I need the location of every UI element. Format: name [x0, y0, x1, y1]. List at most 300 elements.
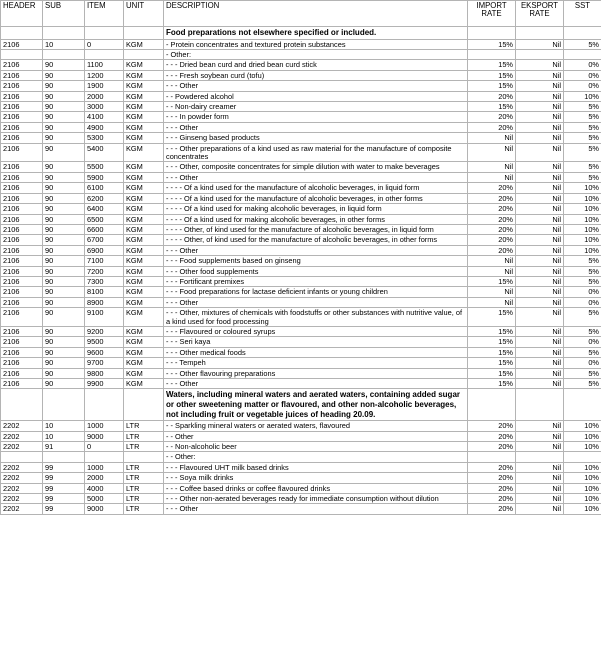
cell-sub: 90 [43, 224, 85, 234]
cell-unit: LTR [124, 442, 164, 452]
cell-sub: 10 [43, 431, 85, 441]
cell-header: 2106 [1, 358, 43, 368]
cell-unit: KGM [124, 39, 164, 49]
cell-item: 6600 [85, 224, 124, 234]
cell-sst: 5% [564, 112, 601, 122]
table-row [1, 326, 601, 336]
cell-import-rate: 20% [468, 112, 516, 122]
cell-description: - - - - Of a kind used for the manufacture of alcoholic beverages, in other forms [164, 193, 468, 203]
cell-unit: LTR [124, 504, 164, 514]
cell-header: 2106 [1, 308, 43, 327]
cell-description: - - - Other [164, 81, 468, 91]
cell-sub: 90 [43, 235, 85, 245]
cell-item: 6100 [85, 183, 124, 193]
cell-unit [124, 452, 164, 462]
cell-header: 2106 [1, 193, 43, 203]
cell-unit: KGM [124, 112, 164, 122]
cell-unit: KGM [124, 358, 164, 368]
cell-description: - - - Other [164, 297, 468, 307]
cell-export-rate: Nil [516, 256, 564, 266]
table-row [1, 70, 601, 80]
cell-sst [564, 50, 601, 60]
cell-unit: KGM [124, 102, 164, 112]
table-row [1, 50, 601, 60]
cell-export-rate: Nil [516, 214, 564, 224]
cell-item: 0 [85, 39, 124, 49]
cell-sst: 10% [564, 235, 601, 245]
cell-unit: KGM [124, 172, 164, 182]
cell-item: 9800 [85, 368, 124, 378]
cell-import-rate: Nil [468, 297, 516, 307]
cell-item: 5300 [85, 133, 124, 143]
cell-description: - - - Seri kaya [164, 337, 468, 347]
cell-import-rate: 15% [468, 379, 516, 389]
column-header-header: HEADER [1, 1, 43, 27]
cell-sub: 90 [43, 172, 85, 182]
table-row [1, 60, 601, 70]
cell-sub: 99 [43, 504, 85, 514]
cell-sst: 5% [564, 379, 601, 389]
table-row [1, 122, 601, 132]
cell-description: - - Other [164, 431, 468, 441]
cell-sub: 90 [43, 122, 85, 132]
cell-sub: 90 [43, 81, 85, 91]
cell-item: 6200 [85, 193, 124, 203]
cell-header: 2106 [1, 70, 43, 80]
cell-sub: 90 [43, 256, 85, 266]
cell-export-rate: Nil [516, 122, 564, 132]
cell-item: 2000 [85, 91, 124, 101]
cell-export-rate: Nil [516, 358, 564, 368]
cell-sub: 99 [43, 473, 85, 483]
cell-export-rate: Nil [516, 297, 564, 307]
table-row [1, 462, 601, 472]
column-header-sub: SUB [43, 1, 85, 27]
cell-item [85, 50, 124, 60]
cell-description: - Other: [164, 50, 468, 60]
cell-export-rate: Nil [516, 266, 564, 276]
cell-sub: 90 [43, 358, 85, 368]
cell-header: 2106 [1, 297, 43, 307]
cell-import-rate: 20% [468, 494, 516, 504]
cell-header: 2106 [1, 91, 43, 101]
cell-item: 9900 [85, 379, 124, 389]
cell-item: 7100 [85, 256, 124, 266]
cell-sst: 10% [564, 224, 601, 234]
table-row [1, 287, 601, 297]
cell-sst: 10% [564, 193, 601, 203]
cell-sst: 5% [564, 39, 601, 49]
cell-unit: KGM [124, 70, 164, 80]
cell-sst: 0% [564, 81, 601, 91]
table-row [1, 368, 601, 378]
cell-export-rate: Nil [516, 39, 564, 49]
cell-sub: 90 [43, 91, 85, 101]
cell-description: - - Non-dairy creamer [164, 102, 468, 112]
cell-export-rate [516, 50, 564, 60]
cell-header: 2106 [1, 326, 43, 336]
cell-header: 2106 [1, 266, 43, 276]
cell-export-rate: Nil [516, 193, 564, 203]
cell-description: - - - - Of a kind used for making alcoholic beverages, in other forms [164, 214, 468, 224]
cell-item: 0 [85, 442, 124, 452]
cell-unit: KGM [124, 183, 164, 193]
table-row [1, 452, 601, 462]
cell-header: 2106 [1, 245, 43, 255]
cell-item: 4900 [85, 122, 124, 132]
cell-export-rate: Nil [516, 204, 564, 214]
cell-item: 6500 [85, 214, 124, 224]
table-row [1, 483, 601, 493]
cell-export-rate: Nil [516, 337, 564, 347]
cell-description: - - - Other non-aerated beverages ready for immediate consumption without dilution [164, 494, 468, 504]
cell-import-rate: 20% [468, 245, 516, 255]
cell-item: 1900 [85, 81, 124, 91]
cell-unit: LTR [124, 473, 164, 483]
cell-description: - - - Other [164, 504, 468, 514]
cell-header: 2106 [1, 183, 43, 193]
cell-description: - - - Other, mixtures of chemicals with foodstuffs or other substances with nutritive value, of a kind used for food processing [164, 308, 468, 327]
cell-import-rate: 15% [468, 70, 516, 80]
cell-export-rate: Nil [516, 91, 564, 101]
cell-sub: 99 [43, 494, 85, 504]
column-header-import-rate: IMPORT RATE [468, 1, 516, 27]
cell-description: - - - Food preparations for lactase deficient infants or young children [164, 287, 468, 297]
cell-sub: 90 [43, 112, 85, 122]
cell-unit: KGM [124, 193, 164, 203]
cell-unit: KGM [124, 235, 164, 245]
cell-export-rate: Nil [516, 473, 564, 483]
cell-unit: KGM [124, 276, 164, 286]
cell-export-rate: Nil [516, 308, 564, 327]
cell-sub: 10 [43, 39, 85, 49]
cell-sub: 10 [43, 421, 85, 431]
cell-item: 6700 [85, 235, 124, 245]
cell-import-rate: 20% [468, 122, 516, 132]
table-row [1, 204, 601, 214]
cell-sub: 90 [43, 162, 85, 172]
cell-import-rate: 15% [468, 368, 516, 378]
cell-description: - - - Other [164, 122, 468, 132]
table-row [1, 91, 601, 101]
cell-sub: 90 [43, 287, 85, 297]
cell-import-rate: 20% [468, 504, 516, 514]
cell-export-rate: Nil [516, 504, 564, 514]
cell-sst: 5% [564, 122, 601, 132]
cell-header: 2106 [1, 143, 43, 162]
table-row [1, 442, 601, 452]
table-row [1, 245, 601, 255]
cell-item: 2000 [85, 473, 124, 483]
cell-unit: KGM [124, 287, 164, 297]
cell-import-rate [468, 27, 516, 40]
cell-description: - - - Other preparations of a kind used as raw material for the manufacture of composite concentrates [164, 143, 468, 162]
cell-description: - - - - Of a kind used for making alcoholic beverages, in liquid form [164, 204, 468, 214]
cell-sst: 10% [564, 504, 601, 514]
cell-export-rate: Nil [516, 245, 564, 255]
cell-item: 6900 [85, 245, 124, 255]
cell-unit: KGM [124, 347, 164, 357]
cell-unit: KGM [124, 224, 164, 234]
cell-description: - - - Soya milk drinks [164, 473, 468, 483]
cell-sst: 5% [564, 172, 601, 182]
cell-item: 1000 [85, 421, 124, 431]
cell-sub: 90 [43, 70, 85, 80]
cell-export-rate: Nil [516, 81, 564, 91]
cell-description: - - Other: [164, 452, 468, 462]
table-row [1, 214, 601, 224]
cell-unit: KGM [124, 91, 164, 101]
cell-sub: 90 [43, 276, 85, 286]
column-header-unit: UNIT [124, 1, 164, 27]
cell-sub: 90 [43, 379, 85, 389]
cell-sub: 90 [43, 337, 85, 347]
cell-export-rate [516, 389, 564, 421]
table-row [1, 162, 601, 172]
cell-import-rate: 20% [468, 421, 516, 431]
cell-item: 9100 [85, 308, 124, 327]
table-row [1, 504, 601, 514]
cell-header: 2202 [1, 462, 43, 472]
cell-header: 2106 [1, 256, 43, 266]
table-row [1, 266, 601, 276]
cell-export-rate [516, 452, 564, 462]
table-row [1, 143, 601, 162]
cell-sub: 90 [43, 245, 85, 255]
cell-description: - - - Ginseng based products [164, 133, 468, 143]
cell-import-rate: Nil [468, 266, 516, 276]
cell-sst: 0% [564, 297, 601, 307]
cell-sub: 90 [43, 308, 85, 327]
cell-sst: 10% [564, 91, 601, 101]
cell-description: - - - Other, composite concentrates for simple dilution with water to make beverages [164, 162, 468, 172]
cell-sub: 90 [43, 133, 85, 143]
cell-header: 2106 [1, 162, 43, 172]
cell-description: - - Sparkling mineral waters or aerated waters, flavoured [164, 421, 468, 431]
cell-description: - - - Other [164, 172, 468, 182]
cell-sst: 0% [564, 337, 601, 347]
cell-unit: KGM [124, 122, 164, 132]
cell-export-rate: Nil [516, 162, 564, 172]
cell-item: 3000 [85, 102, 124, 112]
cell-export-rate: Nil [516, 379, 564, 389]
cell-import-rate: 20% [468, 462, 516, 472]
cell-export-rate: Nil [516, 287, 564, 297]
cell-header: 2202 [1, 431, 43, 441]
cell-sub: 90 [43, 143, 85, 162]
cell-unit: KGM [124, 214, 164, 224]
table-row [1, 276, 601, 286]
cell-sst: 10% [564, 483, 601, 493]
column-header-export-rate: EKSPORT RATE [516, 1, 564, 27]
cell-header: 2202 [1, 494, 43, 504]
cell-header: 2202 [1, 442, 43, 452]
cell-description: - - - Fortificant premixes [164, 276, 468, 286]
cell-export-rate: Nil [516, 276, 564, 286]
table-row [1, 347, 601, 357]
cell-import-rate: 20% [468, 235, 516, 245]
cell-header: 2202 [1, 473, 43, 483]
table-row [1, 431, 601, 441]
cell-sst: 10% [564, 494, 601, 504]
cell-sub [43, 389, 85, 421]
cell-description: - - - Fresh soybean curd (tofu) [164, 70, 468, 80]
cell-sst [564, 452, 601, 462]
cell-item: 1200 [85, 70, 124, 80]
cell-sst: 10% [564, 214, 601, 224]
column-header-item: ITEM [85, 1, 124, 27]
cell-sst: 5% [564, 162, 601, 172]
cell-export-rate: Nil [516, 442, 564, 452]
cell-import-rate: 15% [468, 347, 516, 357]
cell-sub [43, 27, 85, 40]
cell-import-rate: 15% [468, 81, 516, 91]
table-row [1, 337, 601, 347]
cell-export-rate: Nil [516, 172, 564, 182]
cell-unit [124, 389, 164, 421]
cell-sub: 90 [43, 183, 85, 193]
cell-import-rate: 15% [468, 60, 516, 70]
cell-import-rate: Nil [468, 133, 516, 143]
cell-description: - - - Other [164, 245, 468, 255]
cell-unit: LTR [124, 462, 164, 472]
cell-unit [124, 27, 164, 40]
cell-description: - - - Flavoured or coloured syrups [164, 326, 468, 336]
cell-header: 2106 [1, 102, 43, 112]
cell-sst: 5% [564, 143, 601, 162]
cell-item: 8900 [85, 297, 124, 307]
cell-sst: 5% [564, 256, 601, 266]
cell-unit: KGM [124, 308, 164, 327]
cell-sst: 10% [564, 462, 601, 472]
cell-description: - - - - Other, of kind used for the manufacture of alcoholic beverages, in liquid form [164, 224, 468, 234]
cell-import-rate [468, 50, 516, 60]
cell-import-rate: 20% [468, 214, 516, 224]
cell-item: 5400 [85, 143, 124, 162]
table-row [1, 473, 601, 483]
cell-description: Food preparations not elsewhere specified or included. [164, 27, 468, 40]
cell-header [1, 50, 43, 60]
cell-unit: KGM [124, 297, 164, 307]
cell-sst: 10% [564, 442, 601, 452]
cell-description: - - Non-alcoholic beer [164, 442, 468, 452]
cell-import-rate: 15% [468, 39, 516, 49]
cell-item: 7200 [85, 266, 124, 276]
table-row [1, 172, 601, 182]
cell-description: - - - Tempeh [164, 358, 468, 368]
cell-unit: KGM [124, 266, 164, 276]
cell-sst: 5% [564, 266, 601, 276]
cell-sst: 0% [564, 70, 601, 80]
cell-sub: 90 [43, 297, 85, 307]
cell-item: 7300 [85, 276, 124, 286]
cell-unit: KGM [124, 326, 164, 336]
cell-sst: 5% [564, 276, 601, 286]
cell-import-rate: 15% [468, 276, 516, 286]
cell-sst: 10% [564, 245, 601, 255]
cell-header: 2202 [1, 504, 43, 514]
cell-header [1, 27, 43, 40]
cell-item: 9500 [85, 337, 124, 347]
cell-item: 9000 [85, 431, 124, 441]
table-row [1, 494, 601, 504]
cell-sub [43, 50, 85, 60]
cell-item: 5000 [85, 494, 124, 504]
cell-sub: 99 [43, 462, 85, 472]
tariff-body [1, 27, 601, 515]
cell-unit: KGM [124, 60, 164, 70]
cell-unit: KGM [124, 204, 164, 214]
heading-row [1, 27, 601, 40]
cell-item: 1000 [85, 462, 124, 472]
cell-import-rate: Nil [468, 256, 516, 266]
cell-import-rate: Nil [468, 287, 516, 297]
cell-header: 2106 [1, 214, 43, 224]
cell-export-rate: Nil [516, 431, 564, 441]
cell-sst [564, 389, 601, 421]
cell-sub [43, 452, 85, 462]
cell-sub: 99 [43, 483, 85, 493]
cell-unit [124, 50, 164, 60]
cell-sst: 0% [564, 60, 601, 70]
cell-item: 9700 [85, 358, 124, 368]
table-row [1, 183, 601, 193]
cell-description: - - - Dried bean curd and dried bean curd stick [164, 60, 468, 70]
cell-unit: KGM [124, 368, 164, 378]
cell-import-rate: Nil [468, 143, 516, 162]
cell-sub: 90 [43, 60, 85, 70]
cell-header: 2106 [1, 39, 43, 49]
cell-export-rate: Nil [516, 112, 564, 122]
cell-header: 2106 [1, 122, 43, 132]
cell-unit: LTR [124, 431, 164, 441]
cell-export-rate: Nil [516, 368, 564, 378]
cell-export-rate: Nil [516, 183, 564, 193]
cell-import-rate [468, 389, 516, 421]
cell-import-rate: Nil [468, 162, 516, 172]
cell-header: 2106 [1, 276, 43, 286]
cell-unit: KGM [124, 81, 164, 91]
cell-export-rate: Nil [516, 70, 564, 80]
cell-item [85, 27, 124, 40]
cell-sub: 90 [43, 193, 85, 203]
cell-header: 2106 [1, 172, 43, 182]
header-row [1, 1, 601, 27]
table-row [1, 102, 601, 112]
cell-header [1, 452, 43, 462]
cell-item [85, 452, 124, 462]
cell-import-rate: 20% [468, 483, 516, 493]
table-row [1, 421, 601, 431]
cell-sub: 90 [43, 266, 85, 276]
cell-item: 9200 [85, 326, 124, 336]
cell-unit: KGM [124, 133, 164, 143]
cell-export-rate: Nil [516, 224, 564, 234]
cell-header: 2106 [1, 112, 43, 122]
cell-sub: 90 [43, 214, 85, 224]
cell-description: - - - Food supplements based on ginseng [164, 256, 468, 266]
cell-header: 2106 [1, 133, 43, 143]
cell-item [85, 389, 124, 421]
table-row [1, 308, 601, 327]
cell-sst: 5% [564, 347, 601, 357]
cell-description: - - - Flavoured UHT milk based drinks [164, 462, 468, 472]
table-row [1, 297, 601, 307]
cell-import-rate: 20% [468, 193, 516, 203]
cell-sst: 5% [564, 133, 601, 143]
cell-sst: 10% [564, 431, 601, 441]
cell-unit: KGM [124, 379, 164, 389]
